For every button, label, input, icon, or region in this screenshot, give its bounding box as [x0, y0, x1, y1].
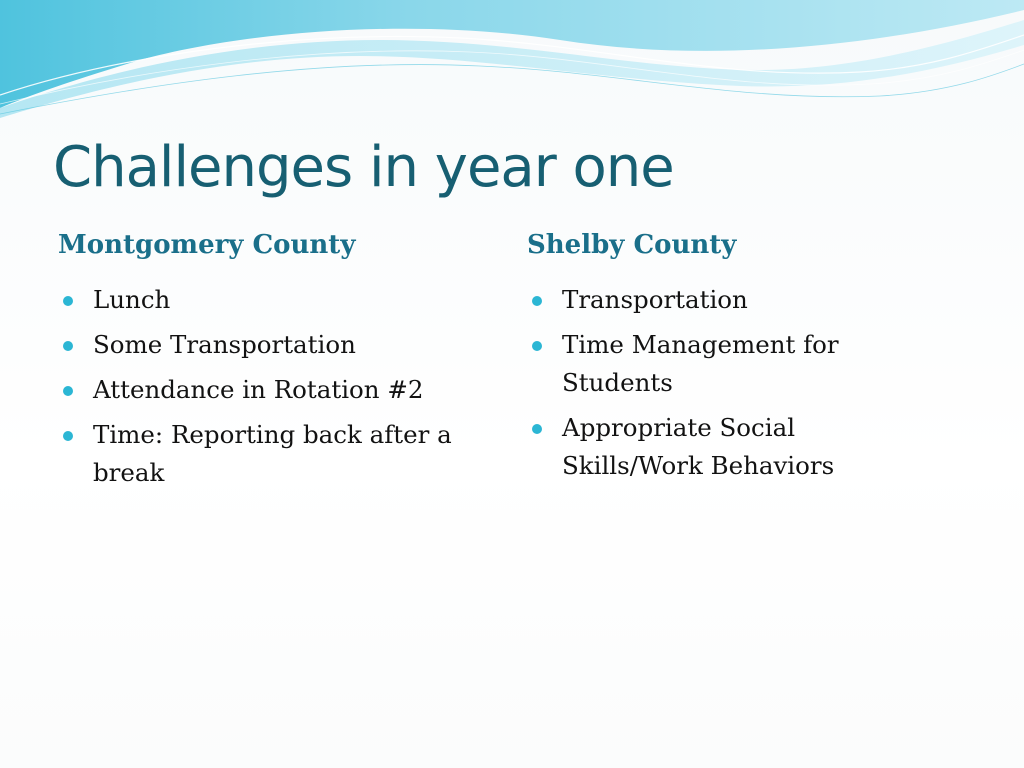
bullet-dot-icon [532, 424, 542, 434]
bullet-dot-icon [63, 386, 73, 396]
shelby-county-column [527, 226, 947, 492]
list-item-text: Transportation [562, 285, 748, 314]
column-heading-montgomery: Montgomery County [58, 230, 356, 260]
list-item [527, 281, 872, 319]
list-item-text: Time: Reporting back after a break [93, 420, 452, 487]
list-item [58, 326, 473, 364]
list-item [527, 326, 872, 402]
list-item [58, 281, 473, 319]
bullet-dot-icon [532, 296, 542, 306]
list-item-text: Attendance in Rotation #2 [93, 375, 424, 404]
bullet-dot-icon [532, 341, 542, 351]
slide-title: Challenges in year one [53, 135, 674, 200]
list-item [58, 416, 473, 492]
column-heading-shelby: Shelby County [527, 230, 737, 260]
list-item [527, 409, 872, 485]
bullet-dot-icon [63, 431, 73, 441]
montgomery-county-column [58, 226, 478, 499]
list-item-text: Lunch [93, 285, 171, 314]
decorative-wave-banner [0, 0, 1024, 130]
montgomery-challenges-list [58, 281, 478, 492]
list-item-text: Some Transportation [93, 330, 356, 359]
list-item-text: Appropriate Social Skills/Work Behaviors [562, 413, 835, 480]
list-item [58, 371, 473, 409]
bullet-dot-icon [63, 341, 73, 351]
list-item-text: Time Management for Students [562, 330, 839, 397]
bullet-dot-icon [63, 296, 73, 306]
shelby-challenges-list [527, 281, 947, 485]
